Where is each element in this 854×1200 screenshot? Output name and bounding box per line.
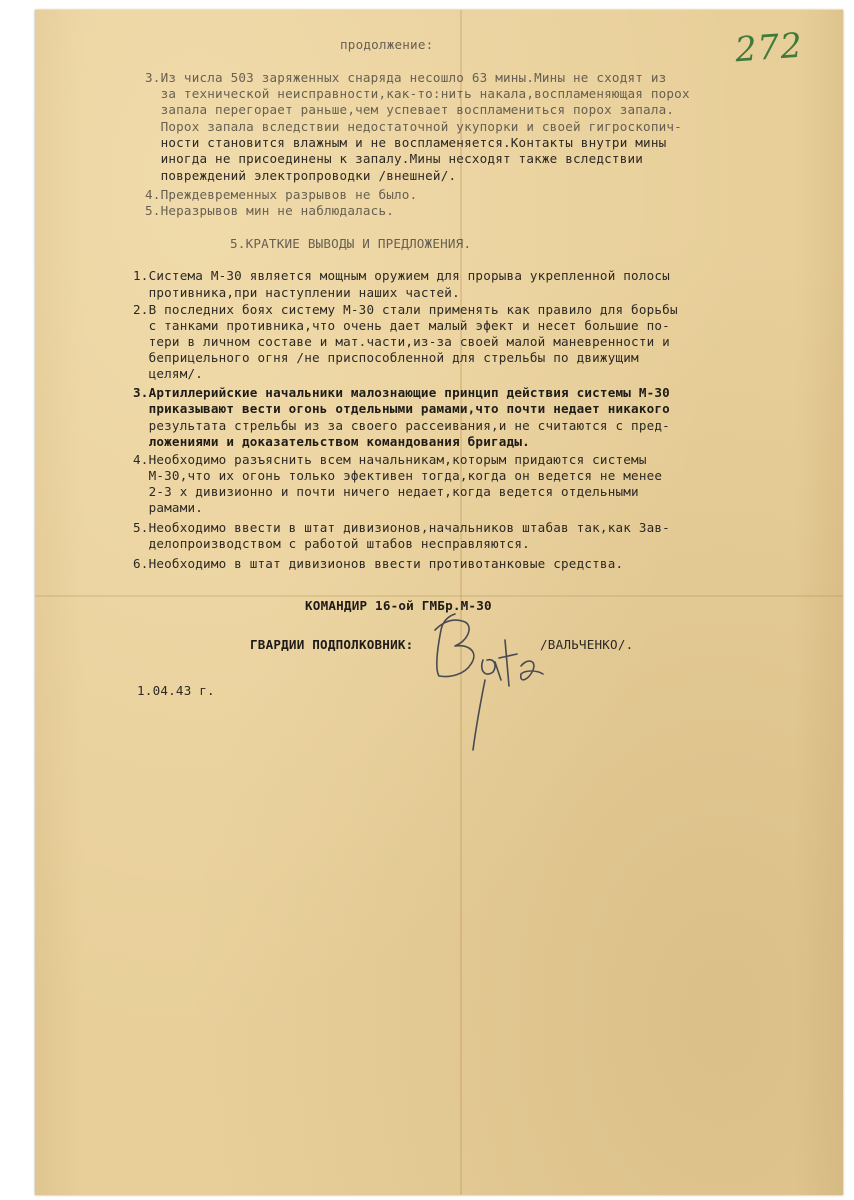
conclusion-5-line-1: 5.Необходимо ввести в штат дивизионов,начальников штабав так,как Зав-	[133, 520, 670, 535]
handwritten-signature	[425, 600, 555, 770]
commander-title: КОМАНДИР 16-ой ГМБр.М-30	[305, 598, 492, 613]
commander-rank: ГВАРДИИ ПОДПОЛКОВНИК:	[250, 637, 414, 652]
item-3-line-5: ности становится влажным и не воспламеняется.Контакты внутри мины	[145, 135, 667, 150]
item-3-line-6: иногда не присоединены к запалу.Мины несходят также вследствии	[145, 151, 644, 166]
conclusion-1-line-2: противника,при наступлении наших частей.	[133, 285, 460, 300]
conclusion-3-line-2: приказывают вести огонь отдельными рамами,что почти недает никакого	[133, 401, 670, 416]
continuation-heading: продолжение:	[340, 37, 434, 52]
section-title: 5.КРАТКИЕ ВЫВОДЫ И ПРЕДЛОЖЕНИЯ.	[230, 236, 472, 251]
document-date: 1.04.43 г.	[137, 683, 215, 698]
item-3-line-2: за технической неисправности,как-то:нить накала,воспламеняющая порох	[145, 86, 690, 101]
item-3-line-4: Порох запала вследствии недостаточной укупорки и своей гигроскопич-	[145, 119, 682, 134]
conclusion-2-line-2: с танками противника,что очень дает малый эфект и несет большие по-	[133, 318, 670, 333]
conclusion-4-line-4: рамами.	[133, 500, 204, 515]
conclusion-4-line-1: 4.Необходимо разъяснить всем начальникам,которым придаются системы	[133, 452, 647, 467]
conclusion-3-line-4: ложениями и доказательством командования бригады.	[133, 434, 530, 449]
conclusion-1-line-1: 1.Система М-30 является мощным оружием для прорыва укрепленной полосы	[133, 268, 670, 283]
conclusion-5-line-2: делопроизводством с работой штабов несправляются.	[133, 536, 530, 551]
item-5: 5.Неразрывов мин не наблюдалась.	[145, 203, 395, 218]
conclusion-2-line-5: целям/.	[133, 366, 204, 381]
commander-name: /ВАЛЬЧЕНКО/.	[540, 637, 634, 652]
conclusion-3-line-1: 3.Артиллерийские начальники малознающие принцип действия системы М-30	[133, 385, 670, 400]
conclusion-6: 6.Необходимо в штат дивизионов ввести противотанковые средства.	[133, 556, 624, 571]
paper-fold-horizontal	[35, 595, 843, 597]
conclusion-2-line-4: беприцельного огня /не приспособленной для стрельбы по движущим	[133, 350, 639, 365]
item-3-line-7: повреждений электропроводки /внешней/.	[145, 168, 457, 183]
item-3-line-3: запала перегорает раньше,чем успевает воспламениться порох запала.	[145, 102, 675, 117]
conclusion-4-line-3: 2-3 х дивизионно и почти ничего недает,когда ведется отдельными	[133, 484, 639, 499]
item-3-line-1: 3.Из числа 503 заряженных снаряда несошло 63 мины.Мины не сходят из	[145, 70, 667, 85]
conclusion-2-line-1: 2.В последних боях систему М-30 стали применять как правило для борьбы	[133, 302, 678, 317]
item-4: 4.Преждевременных разрывов не было.	[145, 187, 418, 202]
page-number: 272	[733, 25, 805, 71]
conclusion-2-line-3: тери в личном составе и мат.части,из-за своей малой маневренности и	[133, 334, 670, 349]
conclusion-3-line-3: результата стрельбы из за своего рассеивания,и не считаются с пред-	[133, 418, 670, 433]
conclusion-4-line-2: М-30,что их огонь только эфективен тогда,когда он ведется не менее	[133, 468, 663, 483]
